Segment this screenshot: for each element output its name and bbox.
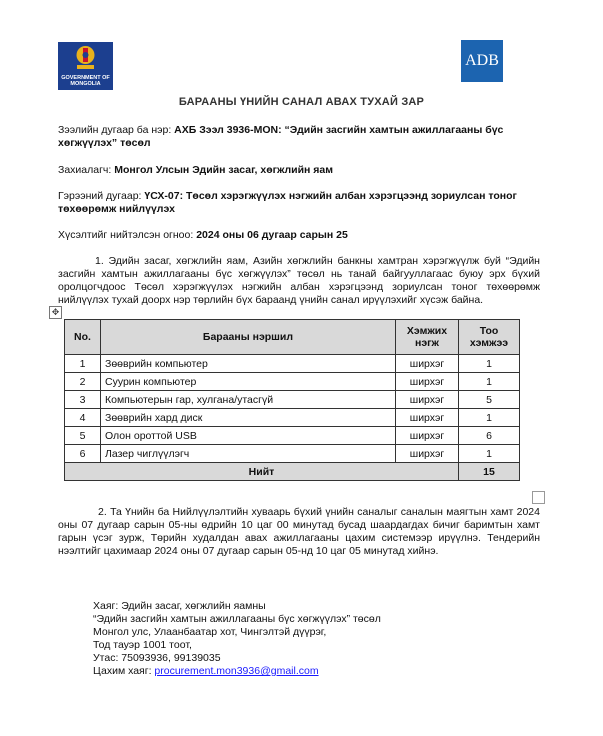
row-unit: ширхэг: [396, 355, 459, 373]
publish-date-field: [58, 229, 540, 242]
row-name: Зөөврийн компьютер: [101, 355, 396, 373]
contract-field: [58, 190, 540, 216]
table-row: [65, 373, 520, 391]
row-name: Олон ороттой USB: [101, 427, 396, 445]
row-unit: ширхэг: [396, 445, 459, 463]
table-row: [65, 409, 520, 427]
date-value: 2024 оны 06 дугаар сарын 25: [196, 229, 348, 241]
total-label: Нийт: [65, 463, 459, 481]
row-no: 3: [65, 391, 101, 409]
date-label: Хүсэлтийг нийтэлсэн огноо:: [58, 229, 197, 241]
table-row: [65, 391, 520, 409]
row-qty: 6: [459, 427, 520, 445]
row-name: Лазер чиглүүлэгч: [101, 445, 396, 463]
row-name: Зөөврийн хард диск: [101, 409, 396, 427]
loan-field: [58, 124, 540, 150]
row-name: Суурин компьютер: [101, 373, 396, 391]
row-qty: 1: [459, 355, 520, 373]
government-of-mongolia-logo: [58, 42, 113, 90]
email-label: Цахим хаяг:: [93, 665, 155, 677]
document-title: БАРААНЫ ҮНИЙН САНАЛ АВАХ ТУХАЙ ЗАР: [178, 96, 425, 108]
row-qty: 1: [459, 445, 520, 463]
row-qty: 1: [459, 409, 520, 427]
table-total-row: [65, 463, 520, 481]
row-unit: ширхэг: [396, 427, 459, 445]
header-unit: Хэмжих нэгж: [396, 320, 459, 355]
email-link[interactable]: procurement.mon3936@gmail.com: [154, 665, 319, 677]
client-label: Захиалагч:: [58, 164, 115, 176]
row-no: 4: [65, 409, 101, 427]
row-unit: ширхэг: [396, 373, 459, 391]
table-row: [65, 355, 520, 373]
contact-phone: Утас: 75093936, 99139035: [93, 652, 221, 664]
client-value: Монгол Улсын Эдийн засаг, хөгжлийн яам: [114, 164, 334, 176]
soyombo-emblem-icon: [73, 45, 98, 73]
items-table: [64, 319, 520, 481]
government-logo-text: GOVERNMENT OF MONGOLIA: [61, 75, 110, 87]
loan-label: Зээлийн дугаар ба нэр:: [58, 124, 175, 136]
client-field: [58, 164, 540, 177]
loan-value: АХБ Зээл 3936-MON: “Эдийн засгийн хамтын ажиллагааны бүс хөгжүүлэх” төсөл: [58, 124, 504, 149]
contract-label: Гэрээний дугаар:: [58, 190, 145, 202]
contact-address-line-4: Тод тауэр 1001 тоот,: [93, 639, 192, 651]
table-resize-handle-icon[interactable]: [532, 491, 545, 504]
contact-address-line-1: Хаяг: Эдийн засаг, хөгжлийн яамны: [93, 600, 266, 612]
contract-value: ҮСХ-07: Төсөл хэрэгжүүлэх нэгжийн албан хэрэгцээнд зориулсан тоног төхөөрөмж нийлүүлэх: [58, 190, 517, 215]
header-qty: Тоо хэмжээ: [459, 320, 520, 355]
table-row: [65, 427, 520, 445]
contact-email-line: [93, 665, 381, 678]
paragraph-1: 1. Эдийн засаг, хөгжлийн яам, Азийн хөгжлийн банкны хамтран хэрэгжүүлж буй “Эдийн засгийн хамтын ажиллагааны бүс хөгжүүлэх” төсөл нь танай байгууллагаас буюу эрх бүхий оролцогчдоос Төсөл хэрэгжүүлэх нэгжийн албан хэрэгцээнд зориулсан тоног төхөөрөмж нийлүүлэх тухай доорх нэр төрлийн бүх бараанд үнийн санал ирүүлэхийг хүсэж байна.: [58, 255, 540, 306]
row-qty: 5: [459, 391, 520, 409]
row-name: Компьютерын гар, хулгана/утасгүй: [101, 391, 396, 409]
header-no: No.: [65, 320, 101, 355]
total-value: 15: [459, 463, 520, 481]
row-no: 5: [65, 427, 101, 445]
row-no: 2: [65, 373, 101, 391]
row-qty: 1: [459, 373, 520, 391]
header-name: Барааны нэршил: [101, 320, 396, 355]
row-no: 1: [65, 355, 101, 373]
row-unit: ширхэг: [396, 409, 459, 427]
table-row: [65, 445, 520, 463]
row-no: 6: [65, 445, 101, 463]
table-move-handle-icon[interactable]: ✥: [49, 306, 62, 319]
adb-logo: ADB: [461, 40, 503, 82]
contact-block: [93, 600, 381, 678]
table-header-row: [65, 320, 520, 355]
contact-address-line-2: “Эдийн засгийн хамтын ажиллагааны бүс хөгжүүлэх” төсөл: [93, 613, 381, 625]
row-unit: ширхэг: [396, 391, 459, 409]
contact-address-line-3: Монгол улс, Улаанбаатар хот, Чингэлтэй дүүрэг,: [93, 626, 327, 638]
paragraph-2: 2. Та Үнийн ба Нийлүүлэлтийн хуваарь бүхий үнийн саналыг саналын маягтын хамт 2024 оны 07 дугаар сарын 05-ны өдрийн 10 цаг 00 минутад бусад шаардагдах бичиг баримтын хамт гарын үсэг зурж, Төрийн худалдан авах ажиллагааны цахим системээр ирүүлнэ. Тендерийн нээлтийг цахимаар 2024 оны 07 дугаар сарын 05-нд 10 цаг 05 минутад хийнэ.: [58, 506, 540, 557]
